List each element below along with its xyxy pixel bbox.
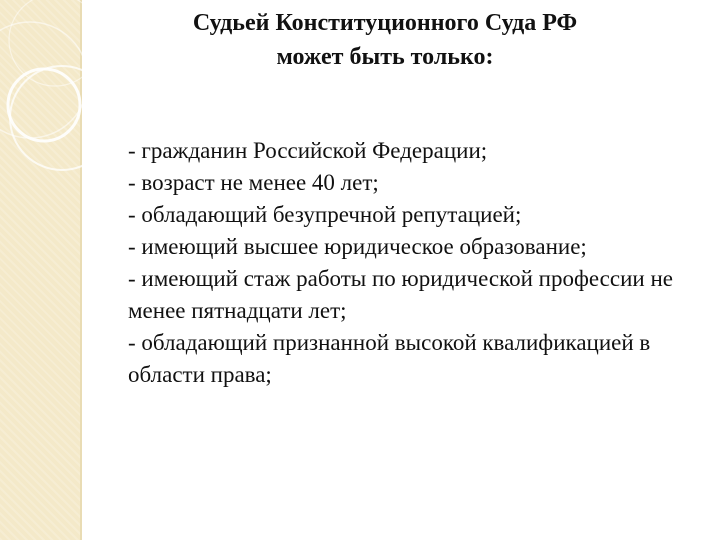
list-item: - возраст не менее 40 лет; xyxy=(128,170,379,195)
title-line-1: Судьей Конституционного Суда РФ xyxy=(192,10,578,36)
list-item: - гражданин Российской Федерации; xyxy=(128,138,488,163)
list-item: - обладающий признанной высокой квалификацией в области права; xyxy=(128,330,651,387)
list-item: - обладающий безупречной репутацией; xyxy=(128,202,522,227)
title-line-2: может быть только: xyxy=(276,44,494,70)
requirements-list xyxy=(128,135,708,391)
list-item: - имеющий высшее юридическое образование; xyxy=(128,234,587,259)
slide-title xyxy=(90,6,680,74)
list-item: - имеющий стаж работы по юридической профессии не менее пятнадцати лет; xyxy=(128,266,673,323)
